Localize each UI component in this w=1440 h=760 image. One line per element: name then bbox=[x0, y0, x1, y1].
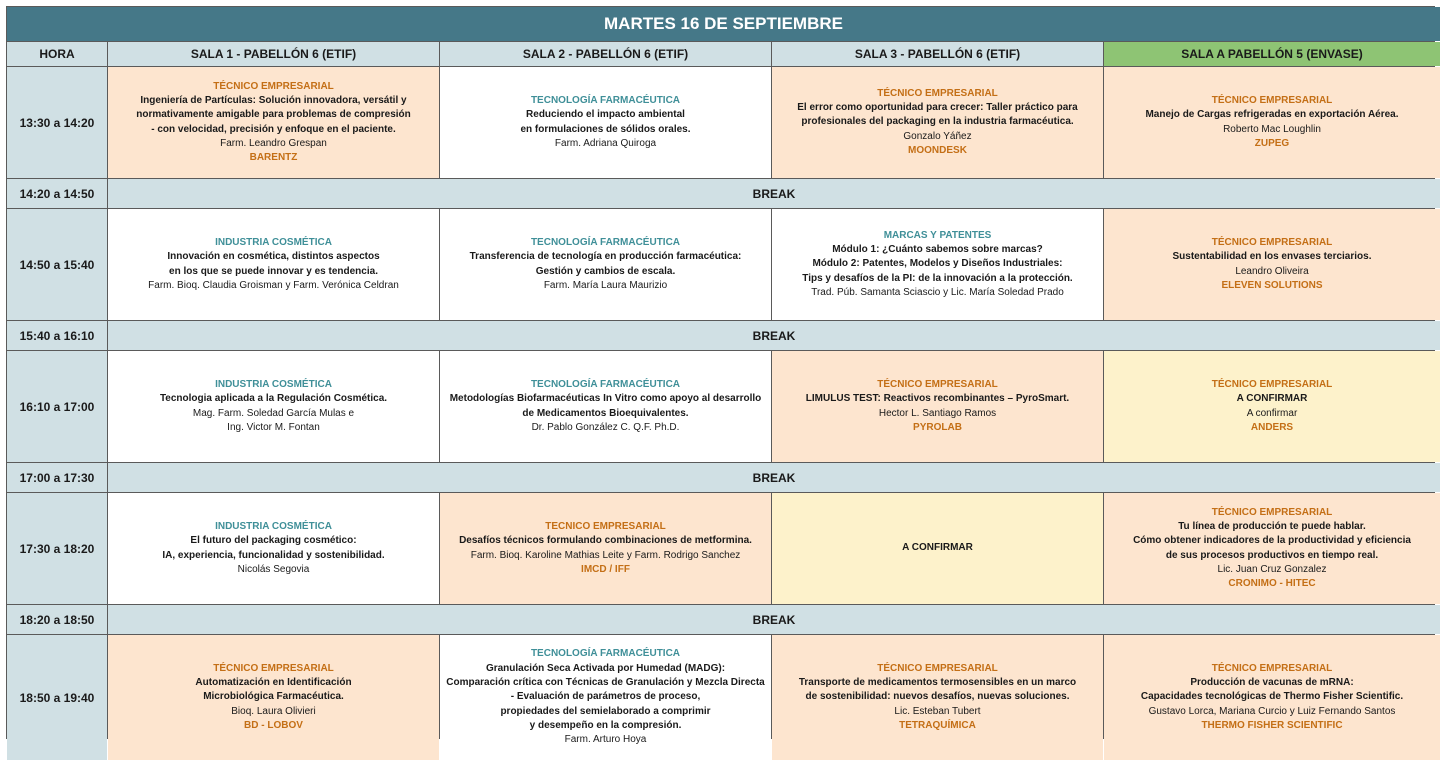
time-slot: 17:30 a 18:20 bbox=[7, 493, 107, 604]
session-cell-sala-1 bbox=[108, 493, 439, 604]
session-speaker: Lic. Juan Cruz Gonzalez bbox=[1217, 563, 1327, 575]
session-cell-sala-1 bbox=[108, 351, 439, 462]
session-title: normativamente amigable para problemas de compresión bbox=[136, 109, 411, 121]
session-speaker: Farm. Bioq. Karoline Mathias Leite y Farm. Rodrigo Sanchez bbox=[470, 549, 741, 561]
session-category: TÉCNICO EMPRESARIAL bbox=[877, 87, 998, 99]
session-cell-sala-a bbox=[1104, 635, 1440, 760]
session-title: Tips y desafíos de la PI: de la innovación a la protección. bbox=[802, 272, 1073, 284]
session-title: Desafíos técnicos formulando combinaciones de metformina. bbox=[459, 535, 752, 547]
session-speaker: Farm. Adriana Quiroga bbox=[554, 137, 657, 149]
session-title: profesionales del packaging en la industria farmacéutica. bbox=[801, 116, 1074, 128]
session-title: Producción de vacunas de mRNA: bbox=[1190, 677, 1354, 689]
session-speaker: Dr. Pablo González C. Q.F. Ph.D. bbox=[531, 421, 680, 433]
break-row: BREAK bbox=[108, 605, 1440, 634]
session-title: - con velocidad, precisión y enfoque en el paciente. bbox=[151, 123, 396, 135]
header-sala-a: SALA A PABELLÓN 5 (ENVASE) bbox=[1104, 42, 1440, 66]
session-category: TÉCNICO EMPRESARIAL bbox=[1211, 94, 1333, 106]
break-row: BREAK bbox=[108, 321, 1440, 350]
session-speaker: Farm. Leandro Grespan bbox=[220, 137, 327, 149]
session-category: TÉCNICO EMPRESARIAL bbox=[877, 662, 998, 674]
session-company: THERMO FISHER SCIENTIFIC bbox=[1201, 719, 1343, 731]
session-title: Metodologías Biofarmacéuticas In Vitro como apoyo al desarrollo bbox=[449, 393, 762, 405]
session-speaker: A confirmar bbox=[1246, 407, 1298, 419]
header-sala-1: SALA 1 - PABELLÓN 6 (ETIF) bbox=[108, 42, 439, 66]
session-cell-sala-2 bbox=[440, 635, 771, 760]
session-cell-sala-a bbox=[1104, 493, 1440, 604]
session-cell-sala-1 bbox=[108, 635, 439, 760]
session-title: El futuro del packaging cosmético: bbox=[190, 535, 357, 547]
session-category: TECNICO EMPRESARIAL bbox=[545, 520, 666, 532]
session-company: BARENTZ bbox=[249, 152, 298, 164]
header-hora: HORA bbox=[7, 42, 107, 66]
session-speaker: Ing. Victor M. Fontan bbox=[227, 421, 320, 433]
session-title: Módulo 2: Patentes, Modelos y Diseños Industriales: bbox=[812, 258, 1063, 270]
session-category: TÉCNICO EMPRESARIAL bbox=[213, 662, 334, 674]
header-sala-2: SALA 2 - PABELLÓN 6 (ETIF) bbox=[440, 42, 771, 66]
session-title: Transporte de medicamentos termosensibles en un marco bbox=[798, 677, 1077, 689]
session-title: IA, experiencia, funcionalidad y sostenibilidad. bbox=[162, 549, 385, 561]
break-time: 14:20 a 14:50 bbox=[7, 179, 107, 208]
session-title: Transferencia de tecnología en producción farmacéutica: bbox=[469, 251, 742, 263]
session-company: MOONDESK bbox=[908, 144, 967, 156]
session-category: TECNOLOGÍA FARMACÉUTICA bbox=[530, 648, 681, 660]
session-company: ELEVEN SOLUTIONS bbox=[1221, 279, 1323, 291]
break-time: 18:20 a 18:50 bbox=[7, 605, 107, 634]
session-title: LIMULUS TEST: Reactivos recombinantes – PyroSmart. bbox=[805, 393, 1070, 405]
session-cell-sala-2 bbox=[440, 67, 771, 178]
session-speaker: Lic. Esteban Tubert bbox=[894, 705, 981, 717]
session-cell-sala-3 bbox=[772, 635, 1103, 760]
session-title: de sostenibilidad: nuevos desafíos, nuevas soluciones. bbox=[805, 691, 1070, 703]
session-cell-sala-3 bbox=[772, 209, 1103, 320]
time-slot: 18:50 a 19:40 bbox=[7, 635, 107, 760]
session-title: Gestión y cambios de escala. bbox=[535, 265, 676, 277]
session-title: Sustentabilidad en los envases terciarios. bbox=[1172, 251, 1372, 263]
session-cell-sala-1 bbox=[108, 209, 439, 320]
session-category: TÉCNICO EMPRESARIAL bbox=[1211, 236, 1333, 248]
session-title: Ingeniería de Partículas: Solución innovadora, versátil y bbox=[140, 94, 407, 106]
session-title: A CONFIRMAR bbox=[1236, 393, 1308, 405]
session-category: INDUSTRIA COSMÉTICA bbox=[215, 236, 332, 248]
session-title: propiedades del semielaborado a comprimir bbox=[500, 705, 711, 717]
session-company: ZUPEG bbox=[1254, 137, 1290, 149]
session-category: TÉCNICO EMPRESARIAL bbox=[1211, 662, 1333, 674]
session-cell-sala-3 bbox=[772, 351, 1103, 462]
session-title: de Medicamentos Bioequivalentes. bbox=[522, 407, 689, 419]
session-title: Cómo obtener indicadores de la productividad y eficiencia bbox=[1133, 535, 1411, 547]
session-speaker: Farm. María Laura Maurizio bbox=[543, 279, 668, 291]
session-category: TÉCNICO EMPRESARIAL bbox=[213, 80, 334, 92]
session-cell-sala-3 bbox=[772, 493, 1103, 604]
session-title: Reduciendo el impacto ambiental bbox=[526, 109, 685, 121]
session-speaker: Hector L. Santiago Ramos bbox=[878, 407, 997, 419]
time-slot: 14:50 a 15:40 bbox=[7, 209, 107, 320]
session-title: Automatización en Identificación bbox=[195, 677, 352, 689]
break-row: BREAK bbox=[108, 179, 1440, 208]
header-sala-3: SALA 3 - PABELLÓN 6 (ETIF) bbox=[772, 42, 1103, 66]
break-row: BREAK bbox=[108, 463, 1440, 492]
session-company: PYROLAB bbox=[913, 421, 962, 433]
session-title: y desempeño en la compresión. bbox=[529, 719, 682, 731]
session-speaker: Farm. Bioq. Claudia Groisman y Farm. Verónica Celdran bbox=[148, 279, 399, 291]
session-cell-sala-2 bbox=[440, 209, 771, 320]
session-speaker: Gustavo Lorca, Mariana Curcio y Luiz Fernando Santos bbox=[1148, 705, 1396, 717]
session-title: - Evaluación de parámetros de proceso, bbox=[510, 691, 701, 703]
session-title: de sus procesos productivos en tiempo real. bbox=[1165, 549, 1379, 561]
session-cell-sala-a bbox=[1104, 351, 1440, 462]
session-category: INDUSTRIA COSMÉTICA bbox=[215, 520, 332, 532]
session-speaker: Roberto Mac Loughlin bbox=[1223, 123, 1321, 135]
session-title: en los que se puede innovar y es tendencia. bbox=[169, 265, 378, 277]
break-time: 15:40 a 16:10 bbox=[7, 321, 107, 350]
session-title: Microbiológica Farmacéutica. bbox=[203, 691, 344, 703]
session-company: ANDERS bbox=[1250, 421, 1294, 433]
session-company: TETRAQUÍMICA bbox=[899, 719, 976, 731]
session-category: TÉCNICO EMPRESARIAL bbox=[877, 378, 998, 390]
session-speaker: Farm. Arturo Hoya bbox=[564, 734, 647, 746]
session-speaker: Nicolás Segovia bbox=[237, 563, 310, 575]
session-category: INDUSTRIA COSMÉTICA bbox=[215, 378, 332, 390]
session-cell-sala-3 bbox=[772, 67, 1103, 178]
session-speaker: Trad. Púb. Samanta Sciascio y Lic. María Soledad Prado bbox=[811, 286, 1064, 298]
session-cell-sala-2 bbox=[440, 493, 771, 604]
session-title: Módulo 1: ¿Cuánto sabemos sobre marcas? bbox=[832, 244, 1043, 256]
session-cell-sala-1 bbox=[108, 67, 439, 178]
session-cell-sala-2 bbox=[440, 351, 771, 462]
session-title: Granulación Seca Activada por Humedad (MADG): bbox=[485, 662, 726, 674]
session-company: BD - LOBOV bbox=[244, 719, 303, 731]
session-speaker: Leandro Oliveira bbox=[1235, 265, 1309, 277]
session-title: Capacidades tecnológicas de Thermo Fisher Scientific. bbox=[1140, 691, 1404, 703]
time-slot: 16:10 a 17:00 bbox=[7, 351, 107, 462]
schedule-table bbox=[6, 6, 1435, 746]
break-time: 17:00 a 17:30 bbox=[7, 463, 107, 492]
session-title: El error como oportunidad para crecer: Taller práctico para bbox=[797, 102, 1078, 114]
session-title: en formulaciones de sólidos orales. bbox=[520, 123, 691, 135]
session-company: IMCD / IFF bbox=[581, 563, 630, 575]
session-speaker: Bioq. Laura Olivieri bbox=[231, 705, 316, 717]
session-title: Tu línea de producción te puede hablar. bbox=[1178, 520, 1366, 532]
session-cell-sala-a bbox=[1104, 209, 1440, 320]
session-category: TECNOLOGÍA FARMACÉUTICA bbox=[530, 378, 681, 390]
session-category: TÉCNICO EMPRESARIAL bbox=[1211, 378, 1333, 390]
session-category: TECNOLOGÍA FARMACÉUTICA bbox=[530, 236, 681, 248]
session-company: CRONIMO - HITEC bbox=[1228, 578, 1316, 590]
session-cell-sala-a bbox=[1104, 67, 1440, 178]
session-category: TÉCNICO EMPRESARIAL bbox=[1211, 506, 1333, 518]
session-title: A CONFIRMAR bbox=[902, 542, 973, 554]
session-speaker: Gonzalo Yáñez bbox=[903, 130, 972, 142]
session-title: Manejo de Cargas refrigeradas en exportación Aérea. bbox=[1145, 109, 1399, 121]
session-title: Comparación crítica con Técnicas de Granulación y Mezcla Directa bbox=[446, 677, 765, 689]
session-category: MARCAS Y PATENTES bbox=[883, 229, 992, 241]
schedule-title: MARTES 16 DE SEPTIEMBRE bbox=[7, 7, 1440, 41]
session-title: Tecnologia aplicada a la Regulación Cosmética. bbox=[159, 393, 388, 405]
session-speaker: Mag. Farm. Soledad García Mulas e bbox=[192, 407, 355, 419]
session-category: TECNOLOGÍA FARMACÉUTICA bbox=[530, 94, 681, 106]
time-slot: 13:30 a 14:20 bbox=[7, 67, 107, 178]
session-title: Innovación en cosmética, distintos aspectos bbox=[167, 251, 380, 263]
